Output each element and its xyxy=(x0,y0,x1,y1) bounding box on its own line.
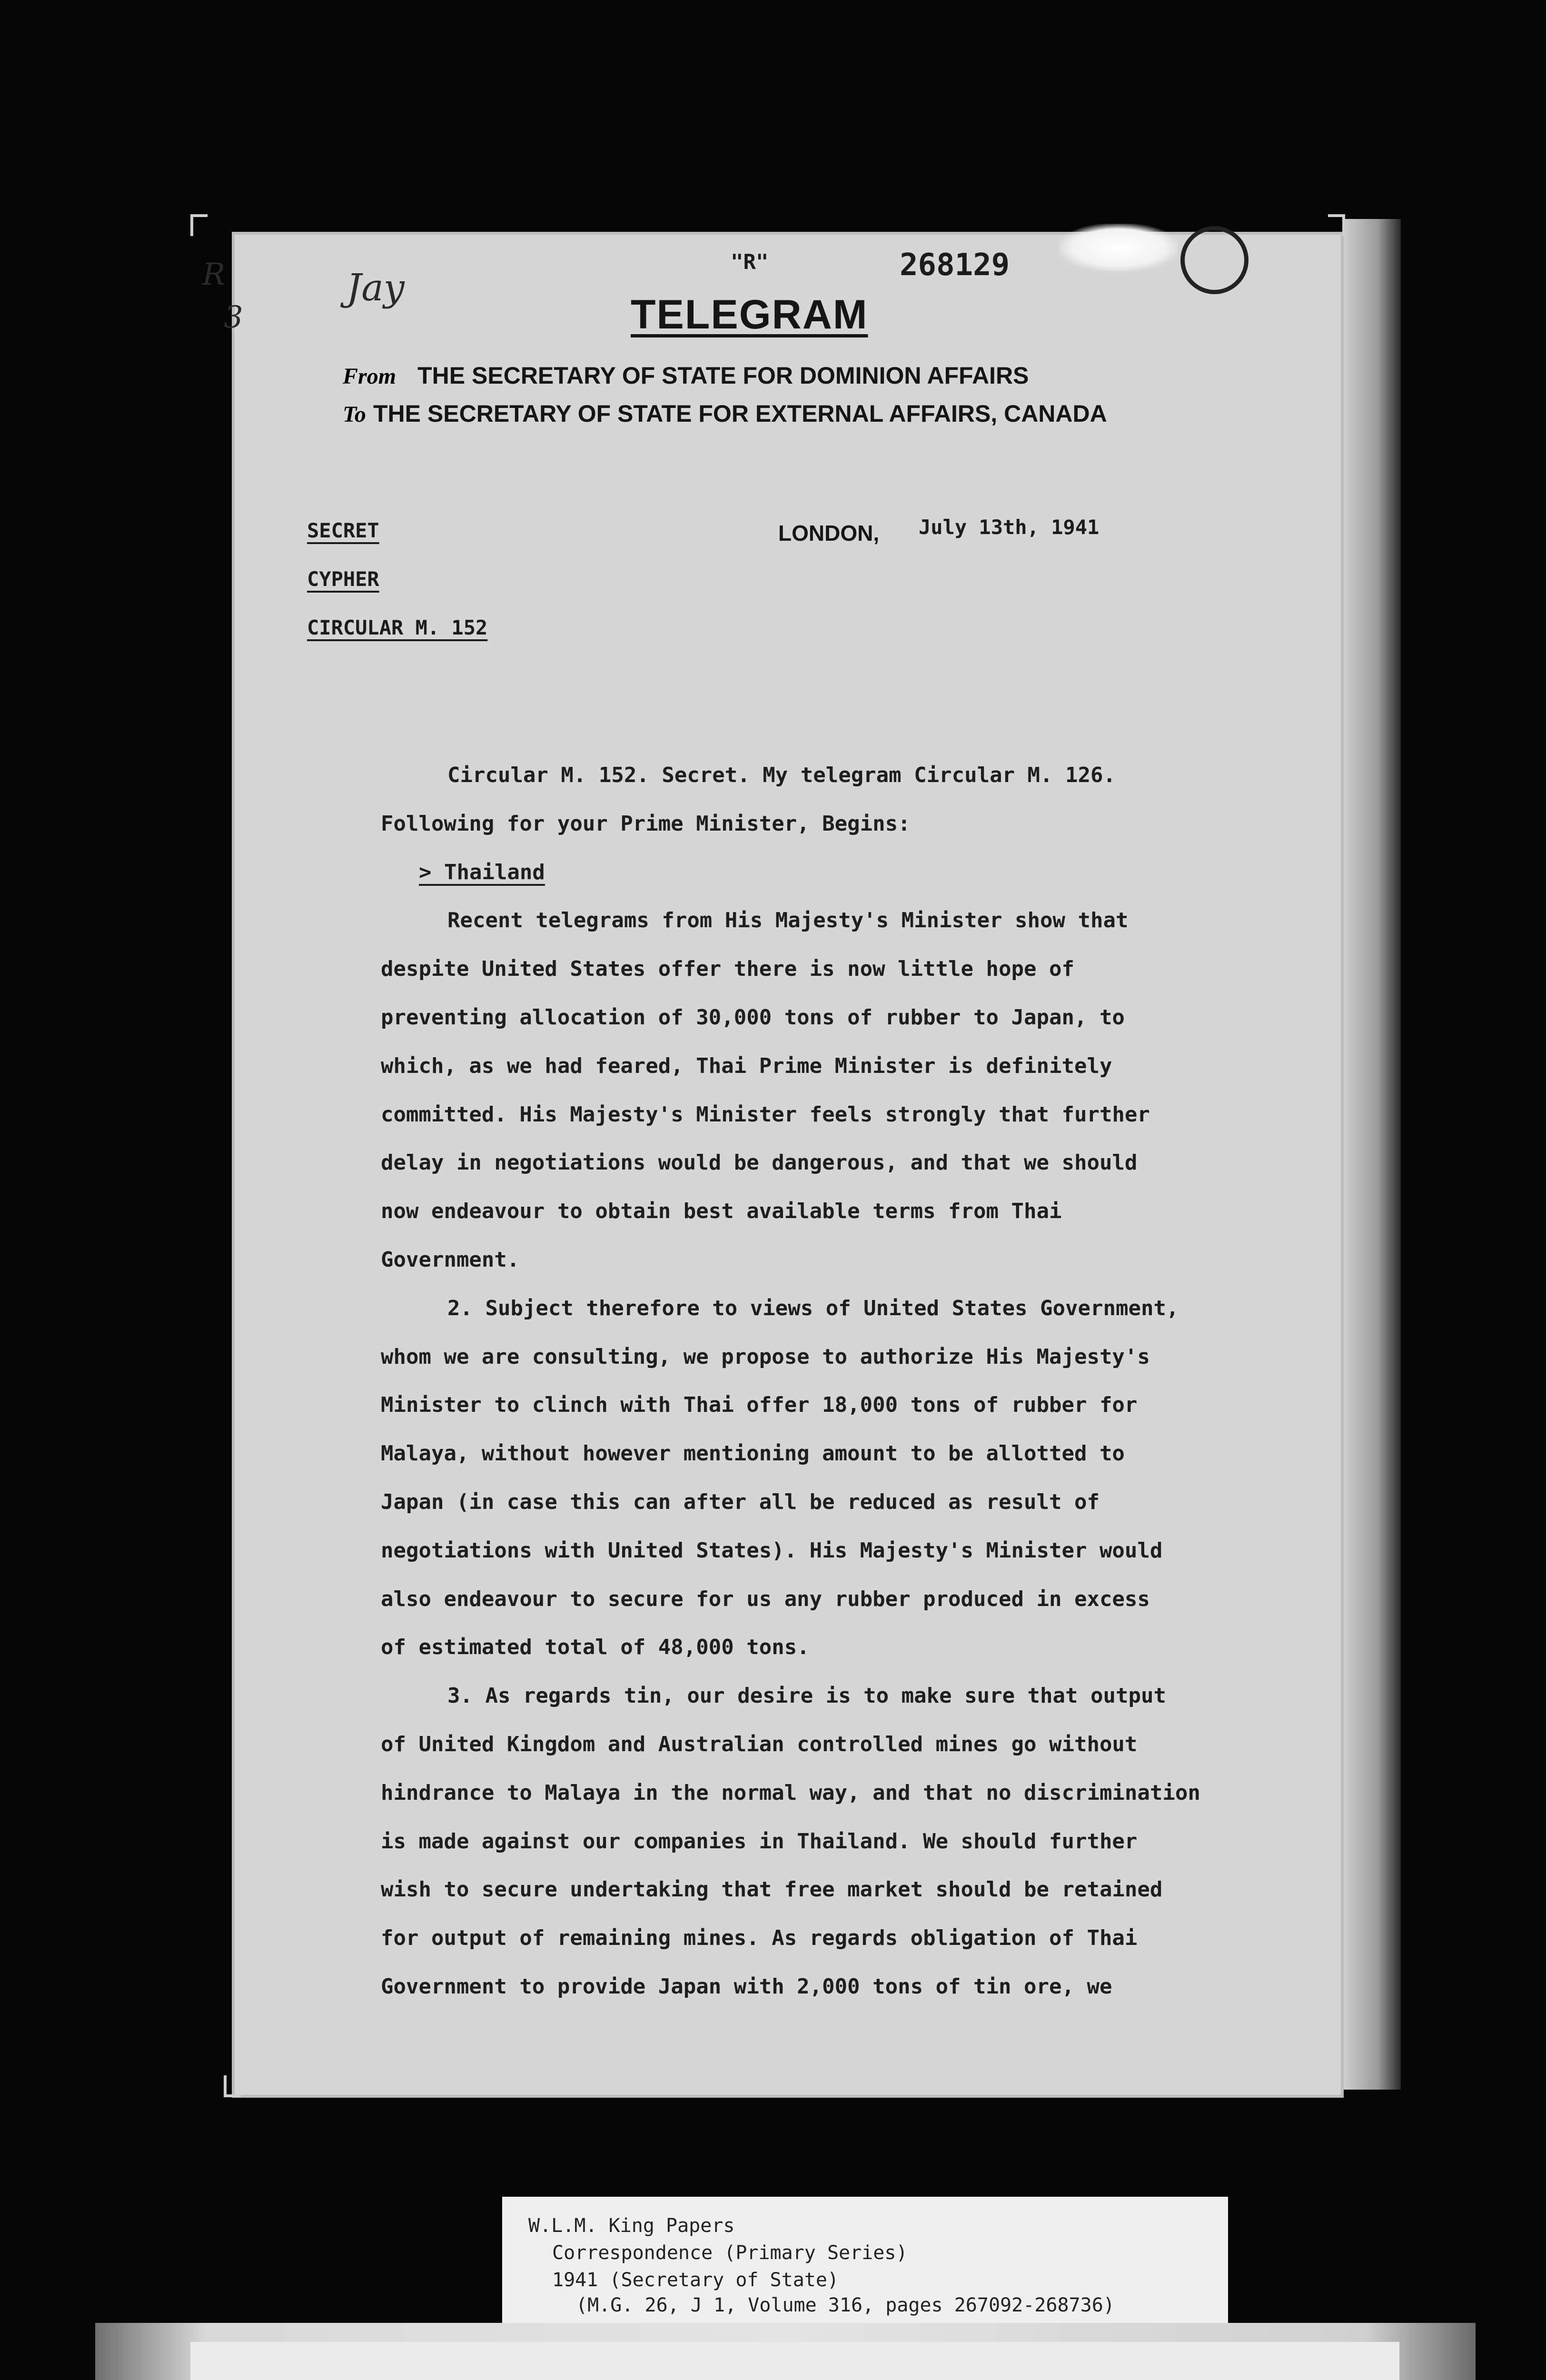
body-line: Minister to clinch with Thai offer 18,000 tons of rubber for xyxy=(381,1393,1138,1418)
crop-mark-bottom-left xyxy=(224,2075,241,2097)
body-line: negotiations with United States). His Majesty's Minister would xyxy=(381,1538,1163,1563)
to-line xyxy=(343,400,1107,427)
page-edge-shadow xyxy=(1344,219,1401,2090)
crop-mark-top-right xyxy=(1328,214,1345,236)
body-line: delay in negotiations would be dangerous, and that we should xyxy=(381,1150,1138,1175)
body-line: of estimated total of 48,000 tons. xyxy=(381,1635,810,1660)
from-label: From xyxy=(343,364,396,389)
body-line: preventing allocation of 30,000 tons of rubber to Japan, to xyxy=(381,1005,1125,1030)
slip-line-year: 1941 (Secretary of State) xyxy=(552,2269,839,2291)
mark-circular: CIRCULAR M. 152 xyxy=(307,616,488,639)
archive-card xyxy=(190,2342,1399,2380)
telegram-title: TELEGRAM xyxy=(631,292,868,337)
mark-secret: SECRET xyxy=(307,519,379,542)
body-line: whom we are consulting, we propose to authorize His Majesty's xyxy=(381,1344,1150,1369)
slip-line-series: Correspondence (Primary Series) xyxy=(552,2242,908,2264)
slip-line-collection: W.L.M. King Papers xyxy=(528,2215,735,2237)
body-line: Circular M. 152. Secret. My telegram Circular M. 126. xyxy=(447,763,1116,787)
circled-mark xyxy=(1180,226,1249,294)
document-number: 268129 xyxy=(900,248,1010,283)
from-line xyxy=(343,362,1029,389)
to-label: To xyxy=(343,402,366,427)
body-line: Government to provide Japan with 2,000 tons of tin ore, we xyxy=(381,1974,1112,1999)
handwritten-initial: Jay xyxy=(347,267,405,309)
from-value: THE SECRETARY OF STATE FOR DOMINION AFFAIRS xyxy=(417,362,1029,389)
body-line: 2. Subject therefore to views of United States Government, xyxy=(447,1296,1179,1320)
body-line: despite United States offer there is now little hope of xyxy=(381,957,1074,982)
body-line: for output of remaining mines. As regards obligation of Thai xyxy=(381,1926,1138,1951)
body-line: now endeavour to obtain best available terms from Thai xyxy=(381,1199,1062,1224)
body-line: is made against our companies in Thailand. We should further xyxy=(381,1829,1138,1854)
body-line: Government. xyxy=(381,1247,520,1272)
slip-line-reference: (M.G. 26, J 1, Volume 316, pages 267092-268736) xyxy=(576,2294,1115,2316)
erased-stamp-area xyxy=(1059,224,1178,271)
handwritten-mark-r: R xyxy=(202,257,226,292)
body-line: which, as we had feared, Thai Prime Minister is definitely xyxy=(381,1053,1112,1078)
section-heading-thailand: > Thailand xyxy=(419,860,545,884)
body-line: Recent telegrams from His Majesty's Minister show that xyxy=(447,908,1129,933)
place-of-origin: LONDON, xyxy=(778,521,880,545)
body-line: also endeavour to secure for us any rubber produced in excess xyxy=(381,1587,1150,1611)
to-value: THE SECRETARY OF STATE FOR EXTERNAL AFFAIRS, CANADA xyxy=(373,400,1107,427)
body-line: of United Kingdom and Australian controlled mines go without xyxy=(381,1732,1138,1756)
body-line: committed. His Majesty's Minister feels strongly that further xyxy=(381,1102,1150,1127)
body-line: Following for your Prime Minister, Begins: xyxy=(381,811,911,836)
reference-slip xyxy=(502,2197,1228,2335)
crop-mark-top-left xyxy=(190,214,208,236)
body-line: wish to secure undertaking that free market should be retained xyxy=(381,1877,1163,1902)
body-line: hindrance to Malaya in the normal way, and that no discrimination xyxy=(381,1780,1200,1805)
handwritten-mark-3: 3 xyxy=(224,300,243,335)
telegram-date: July 13th, 1941 xyxy=(919,516,1100,539)
body-line: Malaya, without however mentioning amount to be allotted to xyxy=(381,1441,1125,1466)
body-line: Japan (in case this can after all be reduced as result of xyxy=(381,1489,1100,1514)
telegram-body xyxy=(381,751,1352,2011)
body-line: 3. As regards tin, our desire is to make sure that output xyxy=(447,1684,1166,1708)
classification-mark: "R" xyxy=(731,250,769,274)
mark-cypher: CYPHER xyxy=(307,567,379,591)
